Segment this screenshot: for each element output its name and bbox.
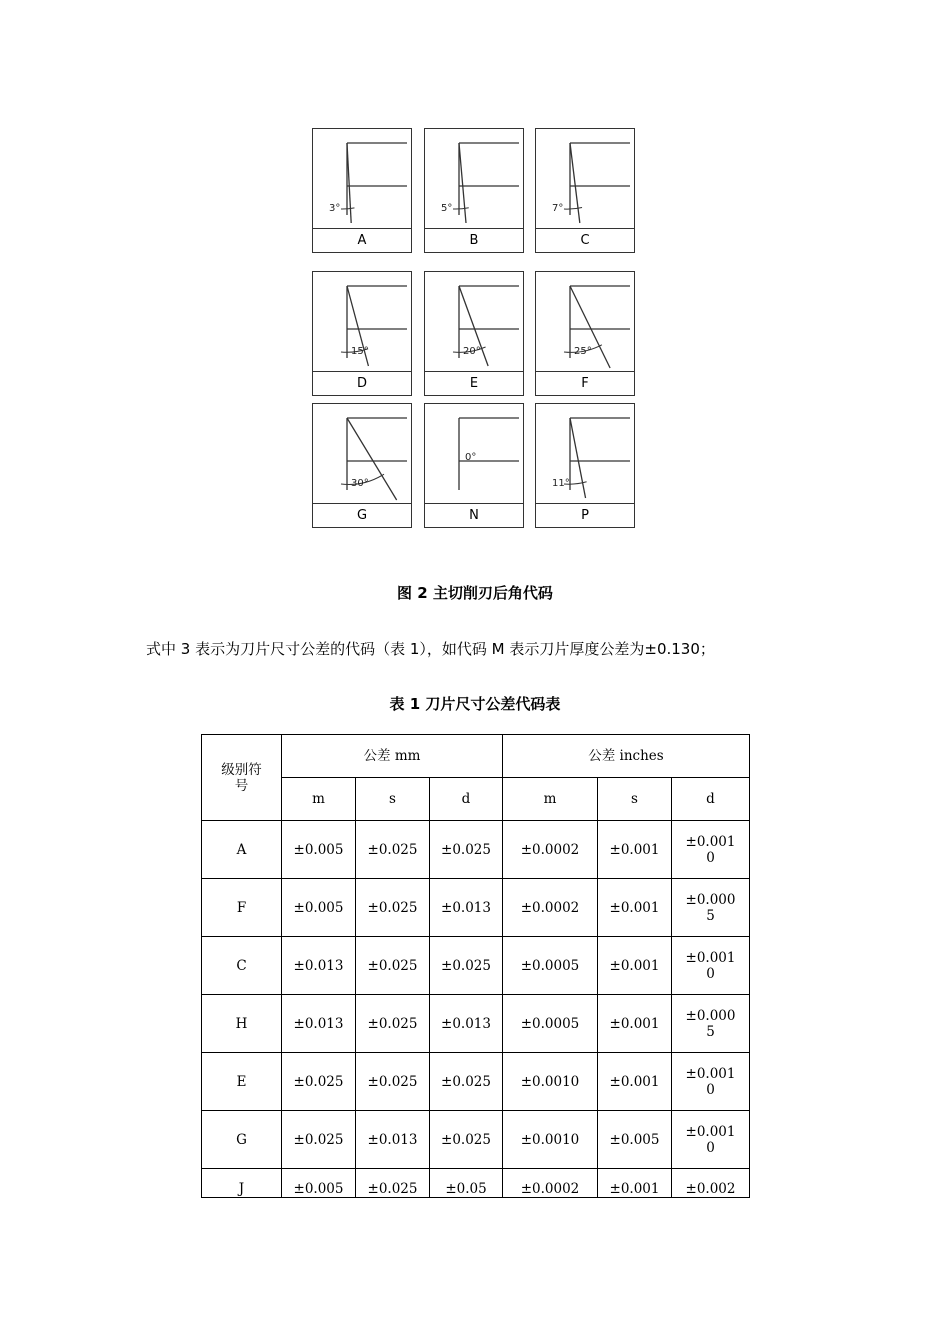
tolerance-cell: ±0.0010 <box>503 1111 598 1169</box>
figure-code-label: P <box>536 503 634 527</box>
tolerance-cell: ±0.025 <box>430 1111 503 1169</box>
figure-cell-f <box>535 271 635 396</box>
tolerance-cell: ±0.0010 <box>672 1111 750 1169</box>
angle-label: 20° <box>463 346 481 357</box>
tolerance-cell: ±0.005 <box>282 821 356 879</box>
tolerance-cell: ±0.013 <box>282 995 356 1053</box>
tolerance-cell: ±0.005 <box>282 1169 356 1198</box>
figure-code-label: G <box>313 503 411 527</box>
figure-code-label: B <box>425 228 523 252</box>
clearance-angle-drawing <box>313 404 413 505</box>
clearance-angle-drawing <box>313 272 413 373</box>
table-row <box>202 1169 750 1198</box>
tolerance-cell: ±0.005 <box>598 1111 672 1169</box>
tolerance-cell: ±0.0005 <box>672 995 750 1053</box>
tolerance-cell: ±0.025 <box>356 995 430 1053</box>
grade-code-cell: F <box>202 879 282 937</box>
tolerance-cell: ±0.001 <box>598 995 672 1053</box>
sub-header: d <box>672 778 750 821</box>
table-row <box>202 879 750 937</box>
tolerance-cell: ±0.025 <box>356 1053 430 1111</box>
tolerance-cell: ±0.0010 <box>672 821 750 879</box>
grade-code-cell: J <box>202 1169 282 1198</box>
tolerance-cell: ±0.0010 <box>672 1053 750 1111</box>
figure-code-label: N <box>425 503 523 527</box>
table-row <box>202 937 750 995</box>
table-caption: 表 1 刀片尺寸公差代码表 <box>389 695 561 713</box>
angle-label: 0° <box>465 452 477 463</box>
tolerance-cell: ±0.001 <box>598 1053 672 1111</box>
tolerance-cell: ±0.005 <box>282 879 356 937</box>
sub-header: m <box>503 778 598 821</box>
figure-code-label: D <box>313 371 411 395</box>
clearance-angle-figure <box>312 128 638 530</box>
table-row <box>202 995 750 1053</box>
tolerance-cell: ±0.025 <box>356 821 430 879</box>
figure-cell-g <box>312 403 412 528</box>
tolerance-cell: ±0.025 <box>282 1053 356 1111</box>
sub-header: s <box>356 778 430 821</box>
figure-cell-e <box>424 271 524 396</box>
tolerance-cell: ±0.0010 <box>672 937 750 995</box>
page-cut <box>200 1207 760 1227</box>
sub-header: s <box>598 778 672 821</box>
mm-header: 公差 mm <box>282 735 503 778</box>
tolerance-cell: ±0.001 <box>598 821 672 879</box>
figure-code-label: E <box>425 371 523 395</box>
tolerance-cell: ±0.002 <box>672 1169 750 1198</box>
clearance-angle-drawing <box>425 129 525 230</box>
grade-code-cell: H <box>202 995 282 1053</box>
body-paragraph: 式中 3 表示为刀片尺寸公差的代码（表 1），如代码 M 表示刀片厚度公差为±0.130； <box>146 640 715 658</box>
angle-label: 3° <box>329 203 341 214</box>
angle-label: 25° <box>574 346 592 357</box>
figure-cell-p <box>535 403 635 528</box>
tolerance-cell: ±0.013 <box>282 937 356 995</box>
tolerance-cell: ±0.0005 <box>503 937 598 995</box>
angle-label: 30° <box>351 478 369 489</box>
inch-header: 公差 inches <box>503 735 750 778</box>
tolerance-cell: ±0.013 <box>430 879 503 937</box>
tolerance-cell: ±0.0002 <box>503 821 598 879</box>
tolerance-cell: ±0.025 <box>356 1169 430 1198</box>
tolerance-cell: ±0.025 <box>430 1053 503 1111</box>
clearance-angle-drawing <box>425 272 525 373</box>
tolerance-cell: ±0.025 <box>430 821 503 879</box>
figure-cell-a <box>312 128 412 253</box>
table-row <box>202 821 750 879</box>
grade-code-cell: C <box>202 937 282 995</box>
figure-cell-c <box>535 128 635 253</box>
tolerance-cell: ±0.05 <box>430 1169 503 1198</box>
tolerance-cell: ±0.0005 <box>503 995 598 1053</box>
angle-label: 11° <box>552 478 570 489</box>
clearance-angle-drawing <box>536 404 636 505</box>
tolerance-cell: ±0.025 <box>356 937 430 995</box>
clearance-angle-drawing <box>536 129 636 230</box>
figure-code-label: F <box>536 371 634 395</box>
angle-label: 7° <box>552 203 564 214</box>
tolerance-cell: ±0.013 <box>356 1111 430 1169</box>
angle-label: 15° <box>351 346 369 357</box>
tolerance-cell: ±0.001 <box>598 937 672 995</box>
clearance-angle-drawing <box>536 272 636 373</box>
tolerance-cell: ±0.001 <box>598 879 672 937</box>
clearance-angle-drawing <box>425 404 525 505</box>
figure-cell-d <box>312 271 412 396</box>
clearance-angle-drawing <box>313 129 413 230</box>
tolerance-cell: ±0.013 <box>430 995 503 1053</box>
tolerance-cell: ±0.0010 <box>503 1053 598 1111</box>
angle-label: 5° <box>441 203 453 214</box>
table-row <box>202 1111 750 1169</box>
sub-header: m <box>282 778 356 821</box>
tolerance-cell: ±0.0005 <box>672 879 750 937</box>
tolerance-cell: ±0.025 <box>430 937 503 995</box>
table-row <box>202 1053 750 1111</box>
figure-code-label: C <box>536 228 634 252</box>
figure-caption: 图 2 主切削刃后角代码 <box>397 584 553 602</box>
tolerance-cell: ±0.025 <box>282 1111 356 1169</box>
tolerance-cell: ±0.0002 <box>503 1169 598 1198</box>
grade-code-cell: G <box>202 1111 282 1169</box>
tolerance-table <box>201 734 750 1198</box>
grade-code-cell: E <box>202 1053 282 1111</box>
figure-cell-n <box>424 403 524 528</box>
sub-header: d <box>430 778 503 821</box>
figure-cell-b <box>424 128 524 253</box>
grade-header: 级别符号 <box>202 735 282 821</box>
tolerance-cell: ±0.025 <box>356 879 430 937</box>
grade-code-cell: A <box>202 821 282 879</box>
figure-code-label: A <box>313 228 411 252</box>
tolerance-cell: ±0.001 <box>598 1169 672 1198</box>
tolerance-cell: ±0.0002 <box>503 879 598 937</box>
